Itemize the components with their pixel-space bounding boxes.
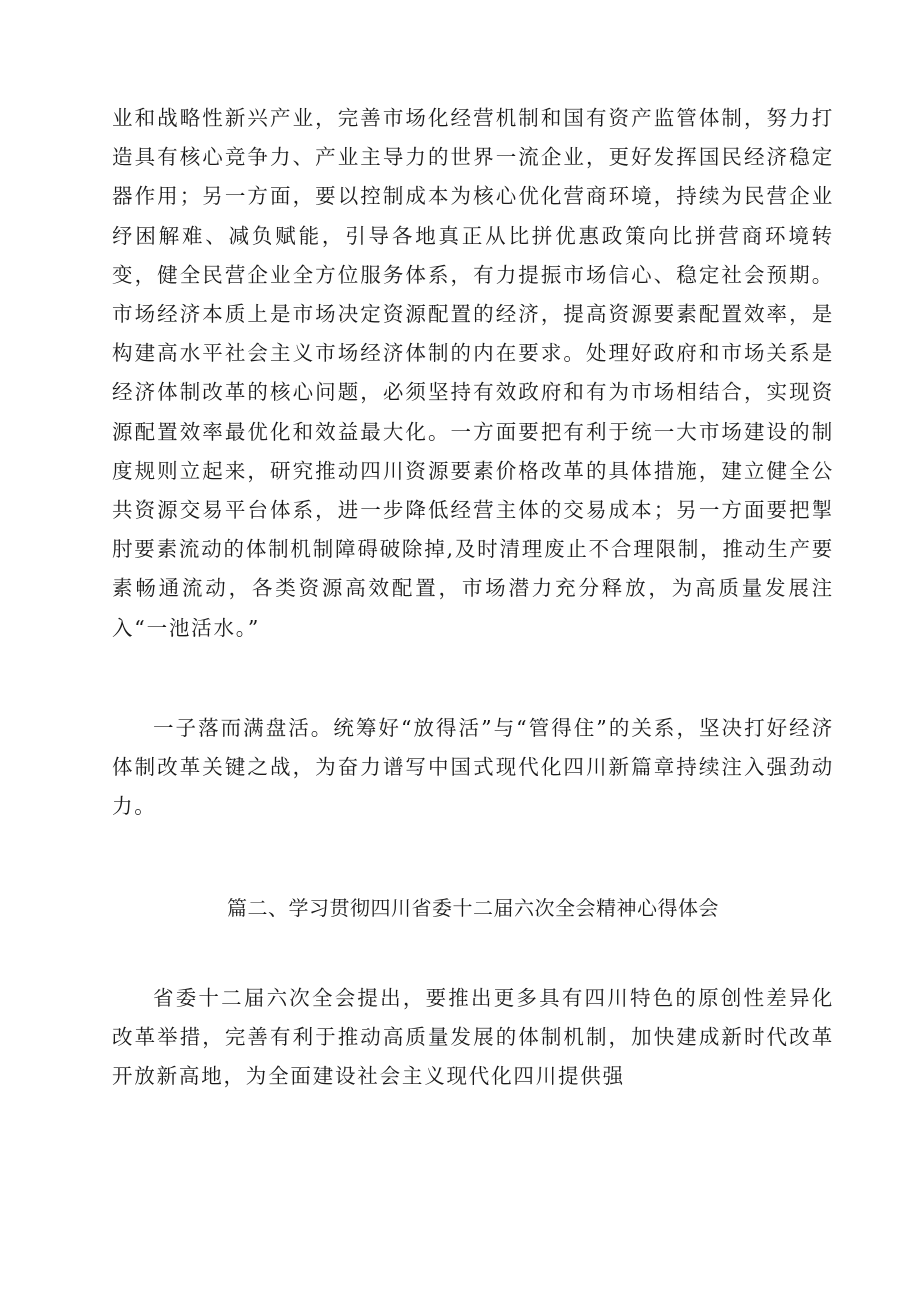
body-paragraph-3: 省委十二届六次全会提出，要推出更多具有四川特色的原创性差异化改革举措，完善有利于推动高质量发展的体制机制，加快建成新时代改革开放新高地，为全面建设社会主义现代化四川提供强 <box>112 986 834 1089</box>
section-title: 篇二、学习贯彻四川省委十二届六次全会精神心得体会 <box>227 896 719 920</box>
body-paragraph-2: 一子落而满盘活。统筹好“放得活”与“管得住”的关系，坚决打好经济体制改革关键之战，为奋力谱写中国式现代化四川新篇章持续注入强劲动力。 <box>112 716 834 819</box>
body-paragraph-1: 业和战略性新兴产业，完善市场化经营机制和国有资产监管体制，努力打造具有核心竞争力、产业主导力的世界一流企业，更好发挥国民经济稳定器作用；另一方面，要以控制成本为核心优化营商环境，持续为民营企业纾困解难、减负赋能，引导各地真正从比拼优惠政策向比拼营商环境转变，健全民营企业全方位服务体系，有力提振市场信心、稳定社会预期。市场经济本质上是市场决定资源配置的经济，提高资源要素配置效率，是构建高水平社会主义市场经济体制的内在要求。处理好政府和市场关系是经济体制改革的核心问题，必须坚持有效政府和有为市场相结合，实现资源配置效率最优化和效益最大化。一方面要把有利于统一大市场建设的制度规则立起来，研究推动四川资源要素价格改革的具体措施，建立健全公共资源交易平台体系，进一步降低经营主体的交易成本；另一方面要把掣肘要素流动的体制机制障碍破除掉,及时清理废止不合理限制，推动生产要素畅通流动，各类资源高效配置，市场潜力充分释放，为高质量发展注入“一池活水。” <box>112 106 834 640</box>
